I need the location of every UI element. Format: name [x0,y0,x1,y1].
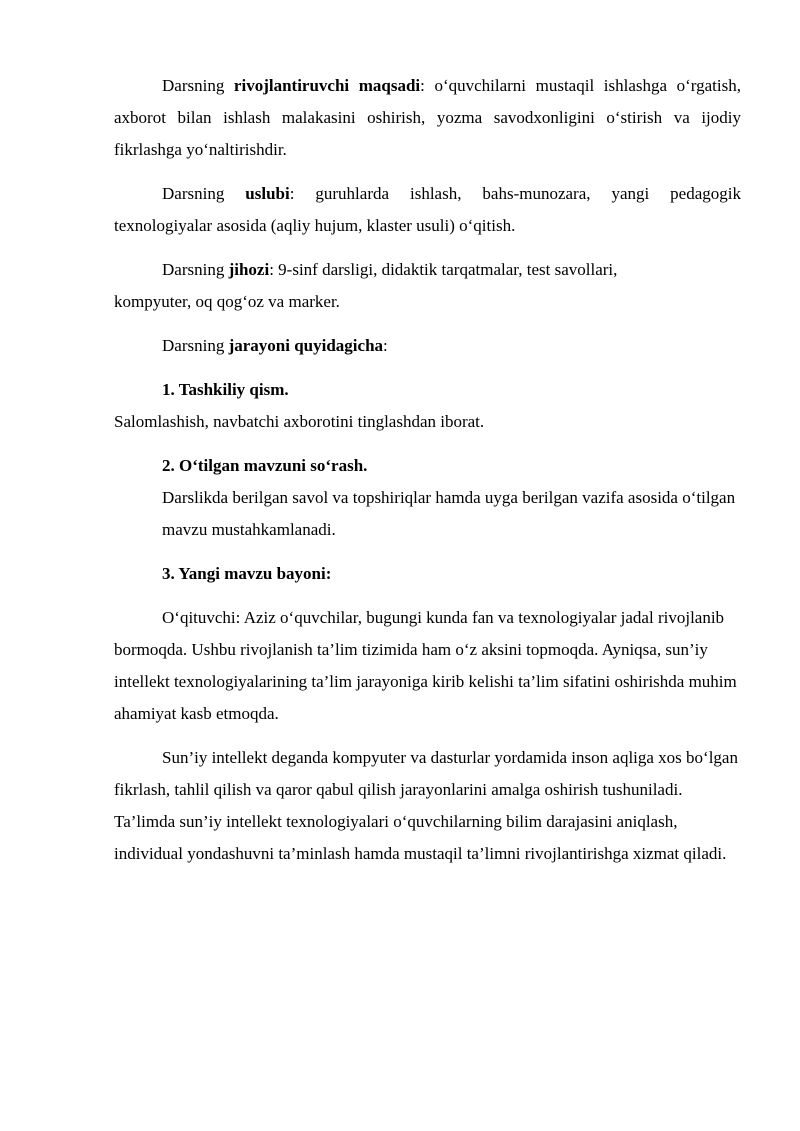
section-text-organizational: Salomlashish, navbatchi axborotini tinglashdan iborat. [114,412,485,431]
term-process: jarayoni quyidagicha [228,336,384,355]
section-heading-organizational: 1. Tashkiliy qism. [162,380,289,399]
paragraph-text-line1: : 9-sinf darsligi, didaktik tarqatmalar, test savollari, [269,260,618,279]
term-development-goal: rivojlantiruvchi maqsadi [233,76,421,95]
paragraph-text: : guruhlarda ishlash, bahs-munozara, yangi pedagogik texnologiyalar asosida (aqliy hujum, klaster usuli) o‘qitish. [114,184,741,235]
paragraph-lead: Darsning [162,76,234,95]
paragraph-ai-definition: Sun’iy intellekt deganda kompyuter va dasturlar yordamida inson aqliga xos bo‘lgan fikrlash, tahlil qilish va qaror qabul qilish jarayonlarini amalga oshirish tushuniladi. Ta’limda sun’iy intellekt texnologiyalari o‘quvchilarning bilim darajasini aniqlash, individual yondashuvni ta’minlash hamda mustaqil ta’limni rivojlantirishga xizmat qiladi. [114,748,738,863]
section-heading-new-topic: 3. Yangi mavzu bayoni: [162,564,332,583]
term-method: uslubi [245,184,290,203]
paragraph-equipment [114,254,741,318]
paragraph-text: : o‘quvchilarni mustaqil ishlashga o‘rgatish, axborot bilan ishlash malakasini oshirish, yozma savodxonligini o‘stirish va ijodiy fikrlashga yo‘naltirishdir. [114,76,741,159]
paragraph-teacher-intro: O‘qituvchi: Aziz o‘quvchilar, bugungi kunda fan va texnologiyalar jadal rivojlanib bormoqda. Ushbu rivojlanish ta’lim tizimida ham o‘z aksini topmoqda. Ayniqsa, sun’iy intellekt texnologiyalarining ta’lim jarayoniga kirib kelishi ta’lim sifatini oshirishda muhim ahamiyat kasb etmoqda. [114,608,737,723]
paragraph-lead: Darsning [162,260,229,279]
term-equipment: jihozi [228,260,270,279]
paragraph-development-goal [114,70,741,166]
paragraph-lead: Darsning [162,184,246,203]
paragraph-process [114,330,741,362]
paragraph-text-line2: kompyuter, oq qog‘oz va marker. [114,292,340,311]
paragraph-method [114,178,741,242]
section-heading-review: 2. O‘tilgan mavzuni so‘rash. [162,456,368,475]
section-text-review: Darslikda berilgan savol va topshiriqlar hamda uyga berilgan vazifa asosida o‘tilgan mavzu mustahkamlanadi. [162,488,736,539]
document-page [114,70,741,870]
paragraph-lead: Darsning [162,336,229,355]
paragraph-text: : [383,336,388,355]
